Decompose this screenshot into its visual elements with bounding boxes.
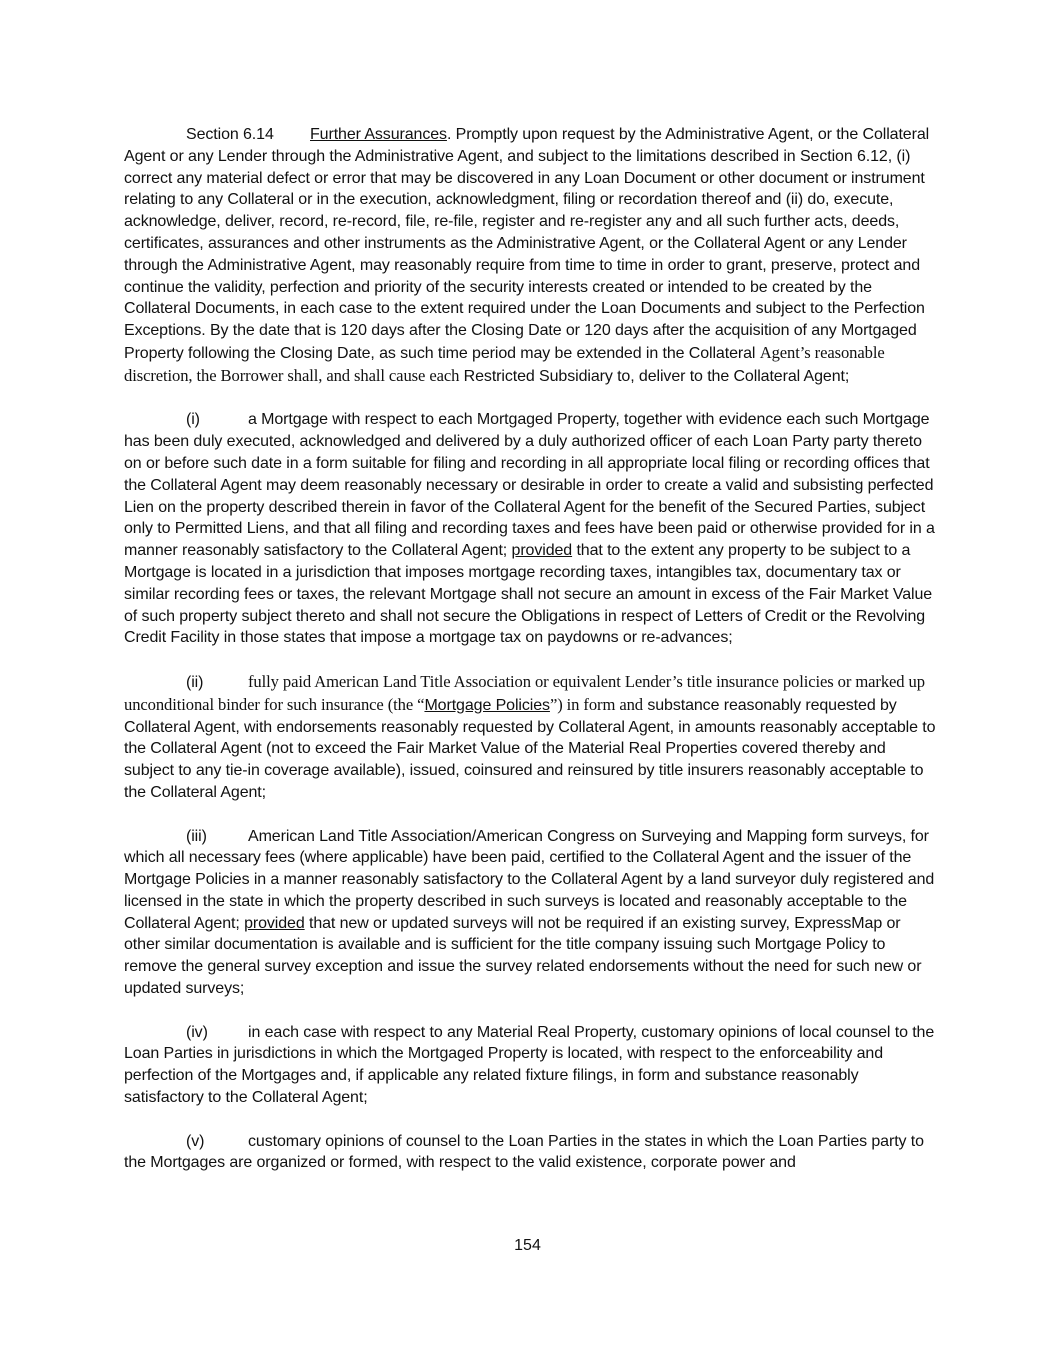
defined-term-mortgage-policies: Mortgage Policies (424, 696, 550, 714)
clause-text: American Land Title Association/American Congress on Surveying and Mapping form surveys, for which all necessary fees (where applicable) have been paid, certified to the Collateral Agent and the issuer of the Mortgage Policies in a manner reasonably satisfactory to the Collateral Agent by a land surveyor duly registered and licensed in the state in which the property described in such surveys is located and reasonably acceptable to the Collateral Agent; (124, 827, 935, 932)
clause-label: (iv) (186, 1023, 208, 1041)
section-paragraph (124, 124, 936, 388)
clause-text: in each case with respect to any Material Real Property, customary opinions of local counsel to the Loan Parties in jurisdictions in which the Mortgaged Property is located, with respect to the enforceability and perfection of the Mortgages and, if applicable any related fixture filings, in form and substance reasonably satisfactory to the Collateral Agent; (124, 1023, 935, 1107)
clause-text-end: that to the extent any property to be subject to a Mortgage is located in a jurisdiction that imposes mortgage recording taxes, intangibles tax, documentary tax or similar recording fees or taxes, the relevant Mortgage shall not secure an amount in excess of the Fair Market Value of such property subject thereto and shall not secure the Obligations in respect of Letters of Credit or the Revolving Credit Facility in those states that impose a mortgage tax on paydowns or re-advances; (124, 542, 933, 647)
clause-text: substance reasonably requested by Collateral Agent, with endorsements reasonably requested by Collateral Agent, in amounts reasonably acceptable to the Collateral Agent (not to exceed the Fair Market Value of the Material Real Properties covered thereby and subject to any tie-in coverage available), issued, coinsured and reinsured by title insurers reasonably acceptable to the Collateral Agent; (124, 696, 936, 801)
clause-label: (i) (186, 411, 200, 429)
clause-text: a Mortgage with respect to each Mortgaged Property, together with evidence each such Mortgage has been duly executed, acknowledged and delivered by a duly authorized officer of each Loan Party party thereto on or before such date in a form suitable for filing and recording in all appropriate local filing or recording offices that the Collateral Agent may deem reasonably necessary or desirable in order to create a valid and subsisting perfected Lien on the property described therein in favor of the Collateral Agent for the benefit of the Secured Parties, subject only to Permitted Liens, and that all filing and recording taxes and fees have been paid or otherwise provided for in a manner reasonably satisfactory to the Collateral Agent; (124, 411, 935, 560)
clause-text-serif-end: ”) in form and (549, 694, 643, 714)
section-text-serif: Agent’s reasonable discretion, the Borrower shall, and shall cause each (124, 342, 885, 385)
clause-text-serif: fully paid American Land Title Association or equivalent Lender’s title insurance policies or marked up unconditional binder for such insurance (the “ (124, 671, 925, 714)
clause-iii (124, 826, 936, 1000)
clause-iv (124, 1022, 936, 1109)
clause-v (124, 1131, 936, 1175)
clause-i (124, 409, 936, 649)
section-text-end: Restricted Subsidiary to, deliver to the Collateral Agent; (459, 367, 850, 385)
clause-label: (iii) (186, 827, 207, 845)
section-text: . Promptly upon request by the Administrative Agent, or the Collateral Agent or any Lender through the Administrative Agent, and subject to the limitations described in Section 6.12, (i) correct any material defect or error that may be discovered in any Loan Document or other document or instrument relating to any Collateral or in the execution, acknowledgment, filing or recordation thereof and (ii) do, execute, acknowledge, deliver, record, re-record, file, re-file, register and re-register any and all such further acts, deeds, certificates, assurances and other instruments as the Administrative Agent, or the Collateral Agent or any Lender through the Administrative Agent, may reasonably require from time to time in order to grant, preserve, protect and continue the validity, perfection and priority of the security interests created or intended to be created by the Collateral Documents, in each case to the extent required under the Loan Documents and subject to the Perfection Exceptions. By the date that is 120 days after the Closing Date or 120 days after the acquisition of any Mortgaged Property following the Closing Date, as such time period may be extended in the Collateral (124, 126, 930, 362)
provided-term: provided (244, 914, 305, 932)
page-number: 154 (514, 1237, 541, 1254)
clause-label: (v) (186, 1132, 205, 1150)
section-heading: Further Assurances (310, 126, 447, 143)
clause-text: customary opinions of counsel to the Loan Parties in the states in which the Loan Parties party to the Mortgages are organized or formed, with respect to the valid existence, corporate power and (124, 1132, 924, 1172)
provided-term: provided (511, 542, 573, 560)
clause-label: (ii) (186, 673, 204, 691)
clause-ii (124, 671, 936, 804)
section-number: Section 6.14 (186, 126, 274, 143)
clause-text-end: that new or updated surveys will not be required if an existing survey, ExpressMap or other similar documentation is available and is sufficient for the title company issuing such Mortgage Policy to remove the general survey exception and issue the survey related endorsements without the need for such new or updated surveys; (124, 914, 922, 998)
document-body (124, 124, 936, 1196)
